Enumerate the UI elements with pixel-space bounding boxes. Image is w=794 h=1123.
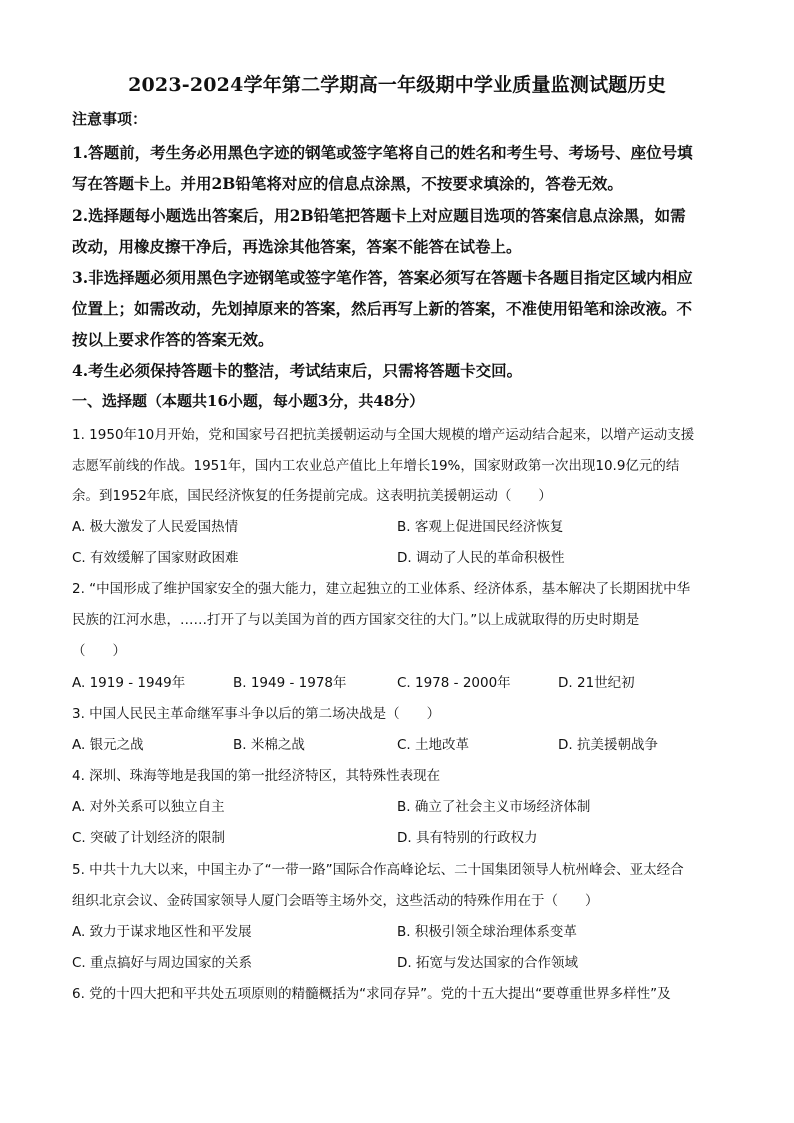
question-3-option-b[interactable]: B. 米棉之战 <box>233 737 305 753</box>
question-2-option-c[interactable]: C. 1978 - 2000年 <box>397 675 511 691</box>
question-2-text: 民族的江河水患，……打开了与以美国为首的西方国家交往的大门。”以上成就取得的历史时期是 <box>72 612 640 628</box>
question-4-option-a[interactable]: A. 对外关系可以独立自主 <box>72 799 225 815</box>
question-1-text: 余。到1952年底，国民经济恢复的任务提前完成。这表明抗美援朝运动（ ） <box>72 488 552 504</box>
notice-line: 2.选择题每小题选出答案后，用2B铅笔把答题卡上对应题目选项的答案信息点涂黑，如需 <box>72 206 686 225</box>
question-4-text: 4. 深圳、珠海等地是我国的第一批经济特区，其特殊性表现在 <box>72 768 441 784</box>
question-4-option-c[interactable]: C. 突破了计划经济的限制 <box>72 830 226 846</box>
notice-line: 写在答题卡上。并用2B铅笔将对应的信息点涂黑，不按要求填涂的，答卷无效。 <box>72 174 623 193</box>
section-heading: 一、选择题（本题共16小题，每小题3分，共48分） <box>72 392 425 410</box>
page-title: 2023-2024学年第二学期高一年级期中学业质量监测试题历史 <box>128 74 666 96</box>
question-3-text: 3. 中国人民民主革命继军事斗争以后的第二场决战是（ ） <box>72 706 441 722</box>
notice-line: 位置上；如需改动，先划掉原来的答案，然后再写上新的答案，不准使用铅笔和涂改液。不 <box>72 299 693 318</box>
question-5-option-c[interactable]: C. 重点搞好与周边国家的关系 <box>72 955 253 971</box>
notice-line: 改动，用橡皮擦干净后，再选涂其他答案，答案不能答在试卷上。 <box>72 237 522 256</box>
question-2-text: （ ） <box>72 643 126 659</box>
question-5-text: 5. 中共十九大以来，中国主办了“一带一路”国际合作高峰论坛、二十国集团领导人杭州峰会、亚太经合 <box>72 862 684 878</box>
notice-line: 1.答题前，考生务必用黑色字迹的钢笔或签字笔将自己的姓名和考生号、考场号、座位号填 <box>72 143 693 162</box>
question-5-option-d[interactable]: D. 拓宽与发达国家的合作领域 <box>397 955 578 971</box>
question-3-option-a[interactable]: A. 银元之战 <box>72 737 144 753</box>
notice-line: 4.考生必须保持答题卡的整洁，考试结束后，只需将答题卡交回。 <box>72 361 523 380</box>
question-2-text: 2. “中国形成了维护国家安全的强大能力，建立起独立的工业体系、经济体系，基本解决了长期困扰中华 <box>72 581 691 597</box>
question-1-option-c[interactable]: C. 有效缓解了国家财政困难 <box>72 550 239 566</box>
question-6-text: 6. 党的十四大把和平共处五项原则的精髓概括为“求同存异”。党的十五大提出“要尊重世界多样性”及 <box>72 986 671 1002</box>
notice-heading: 注意事项： <box>72 110 148 128</box>
question-5-option-b[interactable]: B. 积极引领全球治理体系变革 <box>397 924 577 940</box>
question-1-option-b[interactable]: B. 客观上促进国民经济恢复 <box>397 519 564 535</box>
question-4-option-b[interactable]: B. 确立了社会主义市场经济体制 <box>397 799 591 815</box>
question-5-text: 组织北京会议、金砖国家领导人厦门会晤等主场外交，这些活动的特殊作用在于（ ） <box>72 893 599 909</box>
question-2-option-b[interactable]: B. 1949 - 1978年 <box>233 675 347 691</box>
question-3-option-c[interactable]: C. 土地改革 <box>397 737 470 753</box>
question-3-option-d[interactable]: D. 抗美援朝战争 <box>558 737 658 753</box>
question-1-option-a[interactable]: A. 极大激发了人民爱国热情 <box>72 519 239 535</box>
question-2-option-d[interactable]: D. 21世纪初 <box>558 675 635 691</box>
notice-line: 按以上要求作答的答案无效。 <box>72 330 274 349</box>
question-2-option-a[interactable]: A. 1919 - 1949年 <box>72 675 186 691</box>
question-1-text: 志愿军前线的作战。1951年，国内工农业总产值比上年增长19%，国家财政第一次出现10.9亿元的结 <box>72 458 680 474</box>
notice-line: 3.非选择题必须用黑色字迹钢笔或签字笔作答，答案必须写在答题卡各题目指定区域内相应 <box>72 268 693 287</box>
question-4-option-d[interactable]: D. 具有特别的行政权力 <box>397 830 538 846</box>
question-1-option-d[interactable]: D. 调动了人民的革命积极性 <box>397 550 565 566</box>
question-5-option-a[interactable]: A. 致力于谋求地区性和平发展 <box>72 924 252 940</box>
question-1-text: 1. 1950年10月开始，党和国家号召把抗美援朝运动与全国大规模的增产运动结合起来，以增产运动支援 <box>72 427 695 443</box>
